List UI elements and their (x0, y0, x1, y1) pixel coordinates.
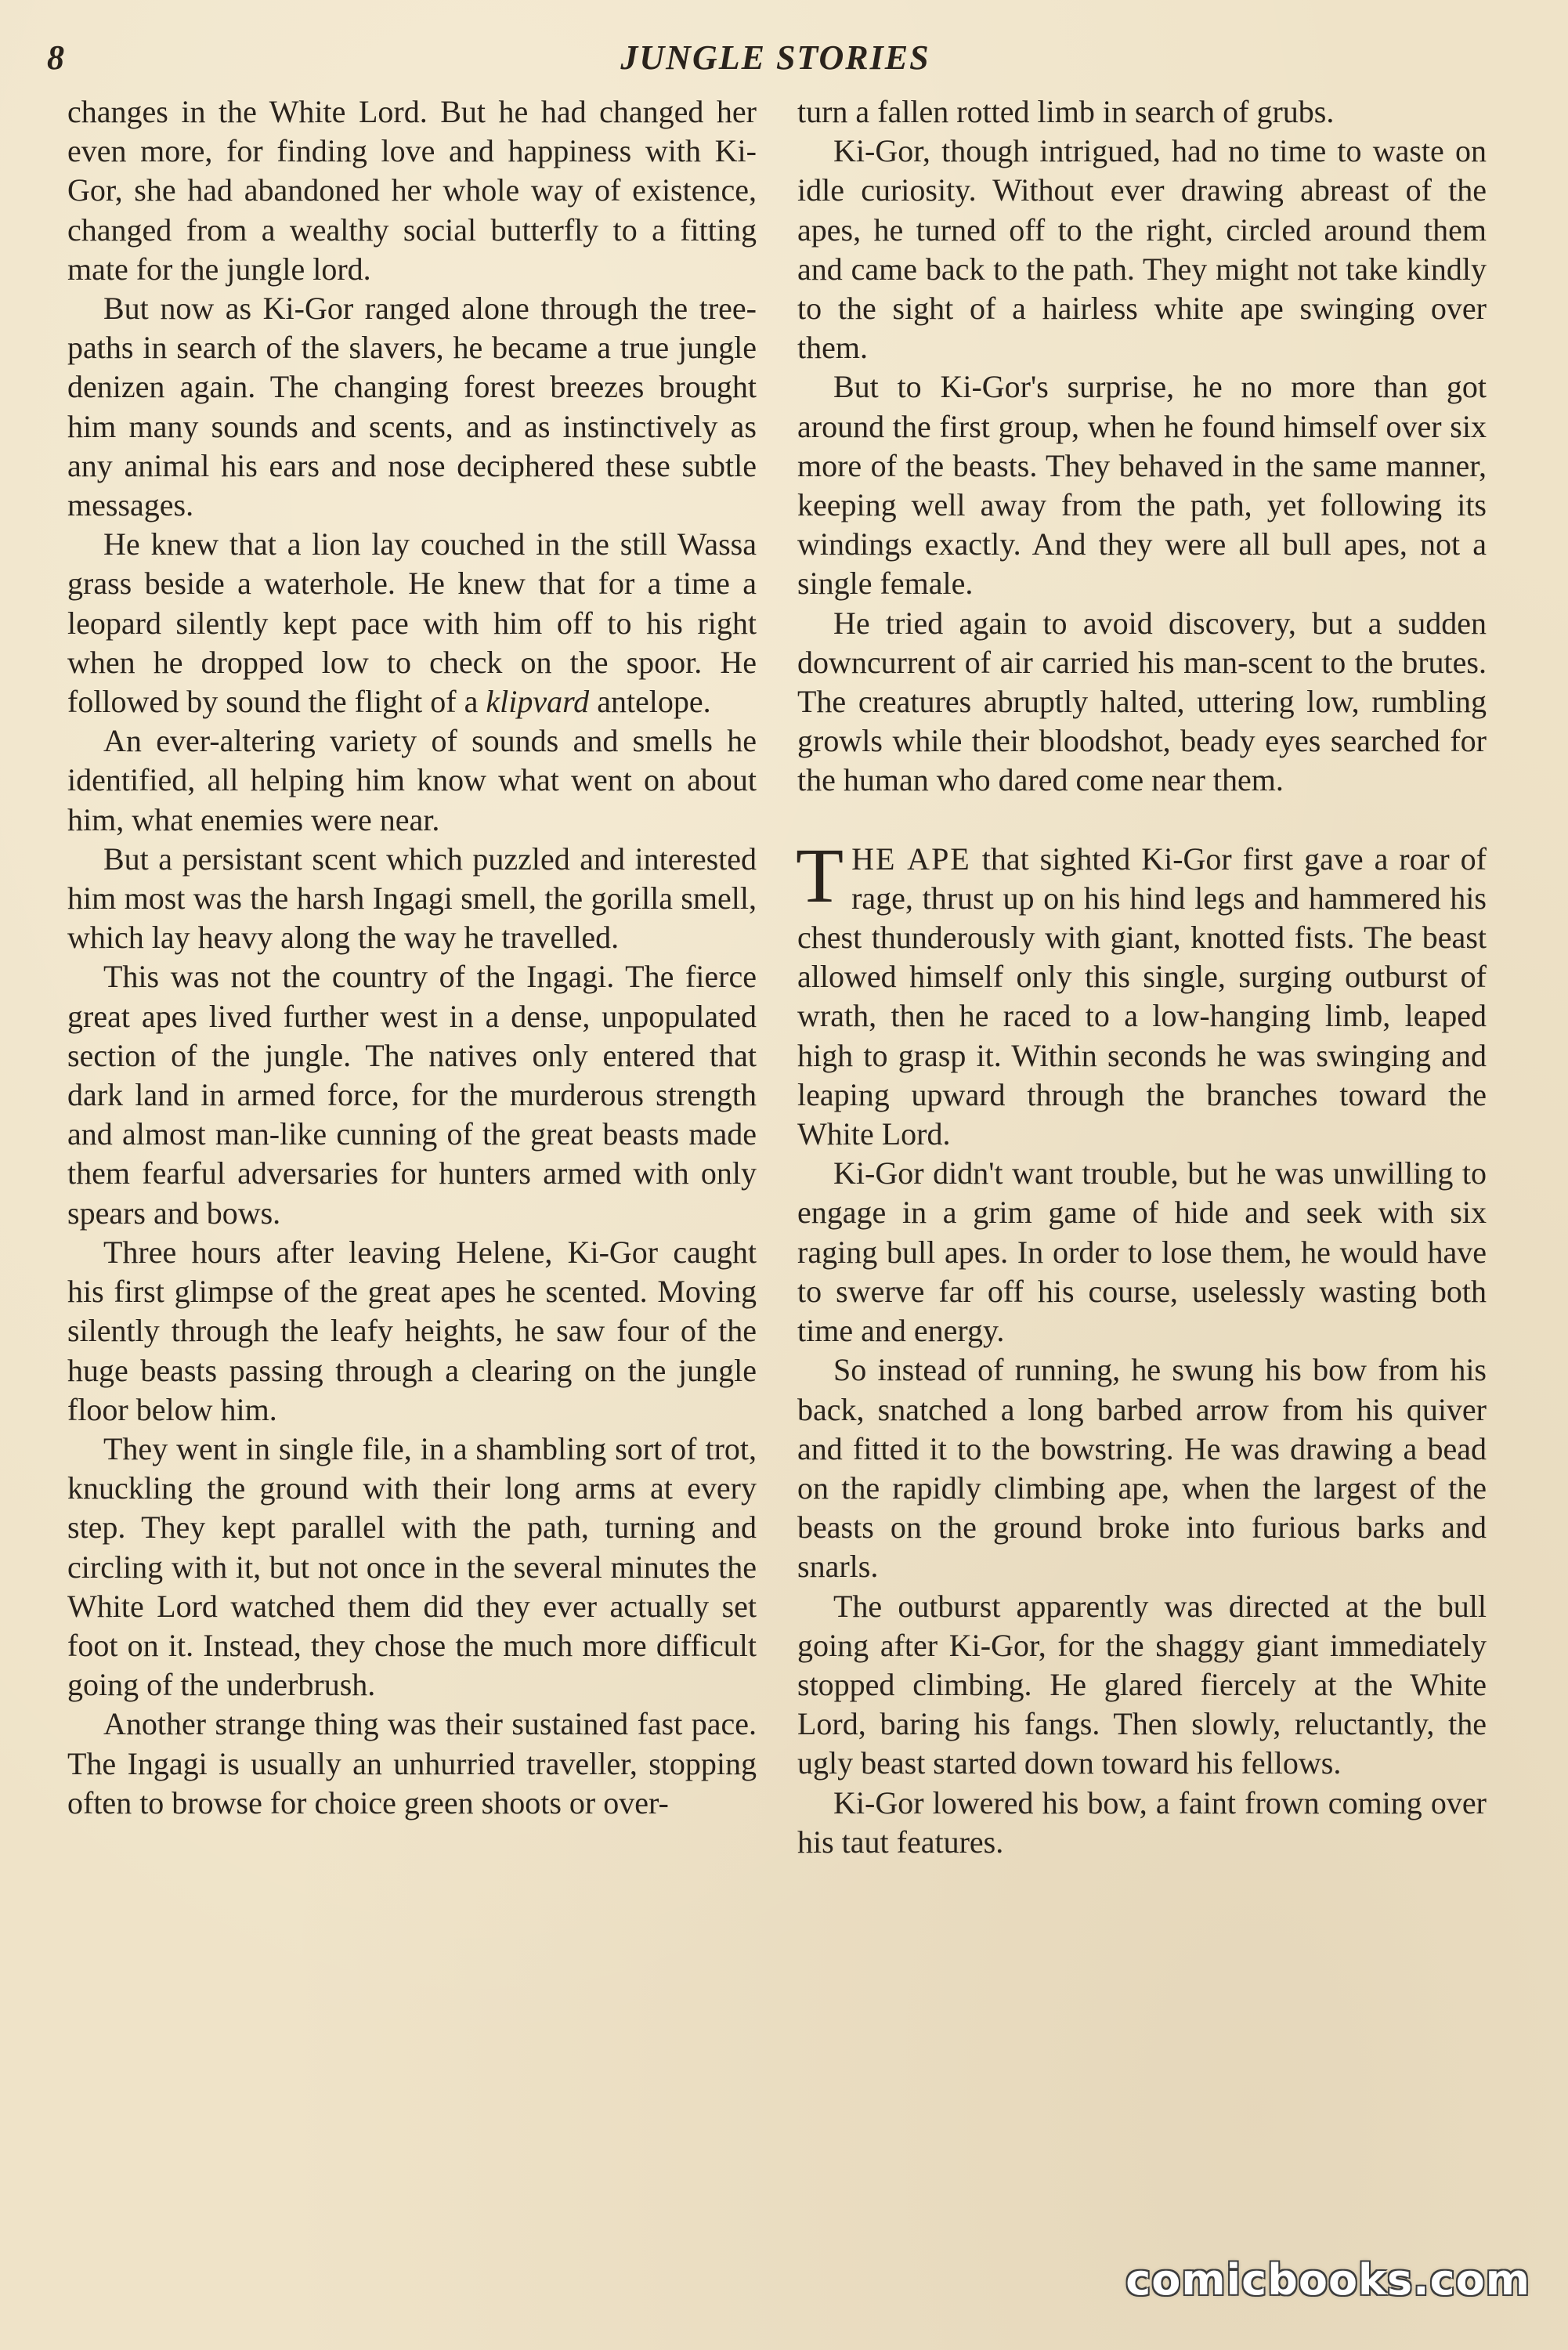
section-opening-paragraph (796, 831, 1487, 1155)
paragraph (67, 525, 757, 721)
paragraph: An ever-altering variety of sounds and smells he identified, all helping him know what went on about him, what enemies were near. (67, 723, 757, 837)
left-column (67, 92, 757, 1823)
paragraph: Ki-Gor didn't want trouble, but he was unwilling to engage in a grim game of hide and seek with six raging bull apes. In order to lose them, he would have to swerve far off his course, uselessly wasting both time and energy. (797, 1155, 1487, 1349)
paragraph: Ki-Gor lowered his bow, a faint frown coming over his taut features. (797, 1784, 1487, 1860)
paragraph: But a persistant scent which puzzled and interested him most was the harsh Ingagi smell, the gorilla smell, which lay heavy along the way he travelled. (67, 841, 757, 956)
paragraph: This was not the country of the Ingagi. The fierce great apes lived further west in a dense, unpopulated section of the jungle. The natives only entered that dark land in armed force, for the murderous strength and almost man-like cunning of the great beasts made them fearful adversaries for hunters armed with only spears and bows. (67, 959, 757, 1231)
paragraph: So instead of running, he swung his bow from his back, snatched a long barbed arrow from his quiver and fitted it to the bowstring. He was drawing a bead on the rapidly climbing ape, when the largest of the beasts on the ground broke into furious barks and snarls. (797, 1352, 1487, 1585)
paragraph: The outburst apparently was directed at the bull going after Ki-Gor, for the shaggy giant immediately stopped climbing. He glared fiercely at the White Lord, baring his fangs. Then slowly, reluctantly, the ugly beast started down toward his fellows. (797, 1588, 1487, 1781)
paragraph: He tried again to avoid discovery, but a sudden downcurrent of air carried his man-scent to the brutes. The creatures abruptly halted, uttering low, rumbling growls while their bloodshot, beady eyes searched for the human who dared come near them. (797, 605, 1487, 798)
paragraph-text: that sighted Ki-Gor first gave a roar of rage, thrust up on his hind legs and hammered his chest thunderously with giant, knotted fists. The beast allowed himself only this single, surging outburst of wrath, then he raced to a low-hanging limb, leaped high to grasp it. Within seconds he was swinging and leaping upward through the branches toward the White Lord. (797, 841, 1487, 1152)
drop-cap: T (796, 831, 844, 919)
paragraph-text: antelope. (589, 684, 711, 720)
paragraph: Ki-Gor, though intrigued, had no time to waste on idle curiosity. Without ever drawing abreast of the apes, he turned off to the right, circled around them and came back to the path. They might not take kindly to the sight of a hairless white ape swinging over them. (797, 133, 1487, 366)
lead-caps: HE APE (851, 841, 971, 877)
watermark: comicbooks.com (1125, 2255, 1530, 2305)
italic-word: klipvard (486, 684, 590, 720)
paragraph: But to Ki-Gor's surprise, he no more than got around the first group, when he found himself over six more of the beasts. They behaved in the same manner, keeping well away from the path, yet following its windings exactly. And they were all bull apes, not a single female. (797, 369, 1487, 602)
paragraph: turn a fallen rotted limb in search of grubs. (797, 94, 1335, 129)
paragraph: But now as Ki-Gor ranged alone through the tree-paths in search of the slavers, he became a true jungle denizen again. The changing forest breezes brought him many sounds and scents, and as instinctively as any animal his ears and nose deciphered these subtle messages. (67, 291, 757, 523)
paragraph: changes in the White Lord. But he had changed her even more, for finding love and happiness with Ki-Gor, she had abandoned her whole way of existence, changed from a wealthy social butterfly to a fitting mate for the jungle lord. (67, 94, 757, 287)
right-column (797, 92, 1487, 1862)
paragraph: They went in single file, in a shambling sort of trot, knuckling the ground with their long arms at every step. They kept parallel with the path, turning and circling with it, but not once in the several minutes the White Lord watched them did they ever actually set foot on it. Instead, they chose the much more difficult going of the underbrush. (67, 1430, 757, 1703)
paragraph: Another strange thing was their sustained fast pace. The Ingagi is usually an unhurried traveller, stopping often to browse for choice green shoots or over- (67, 1706, 757, 1820)
page-header (47, 38, 1504, 85)
paragraph-text: He knew that a lion lay couched in the still Wassa grass beside a waterhole. He knew that for a time a leopard silently kept pace with him off to his right when he dropped low to check on the spoor. He followed by sound the flight of a (67, 526, 757, 720)
paragraph: Three hours after leaving Helene, Ki-Gor caught his first glimpse of the great apes he scented. Moving silently through the leafy heights, he saw four of the huge beasts passing through a clearing on the jungle floor below him. (67, 1234, 757, 1427)
running-title: JUNGLE STORIES (620, 38, 930, 77)
page-number: 8 (47, 38, 64, 77)
